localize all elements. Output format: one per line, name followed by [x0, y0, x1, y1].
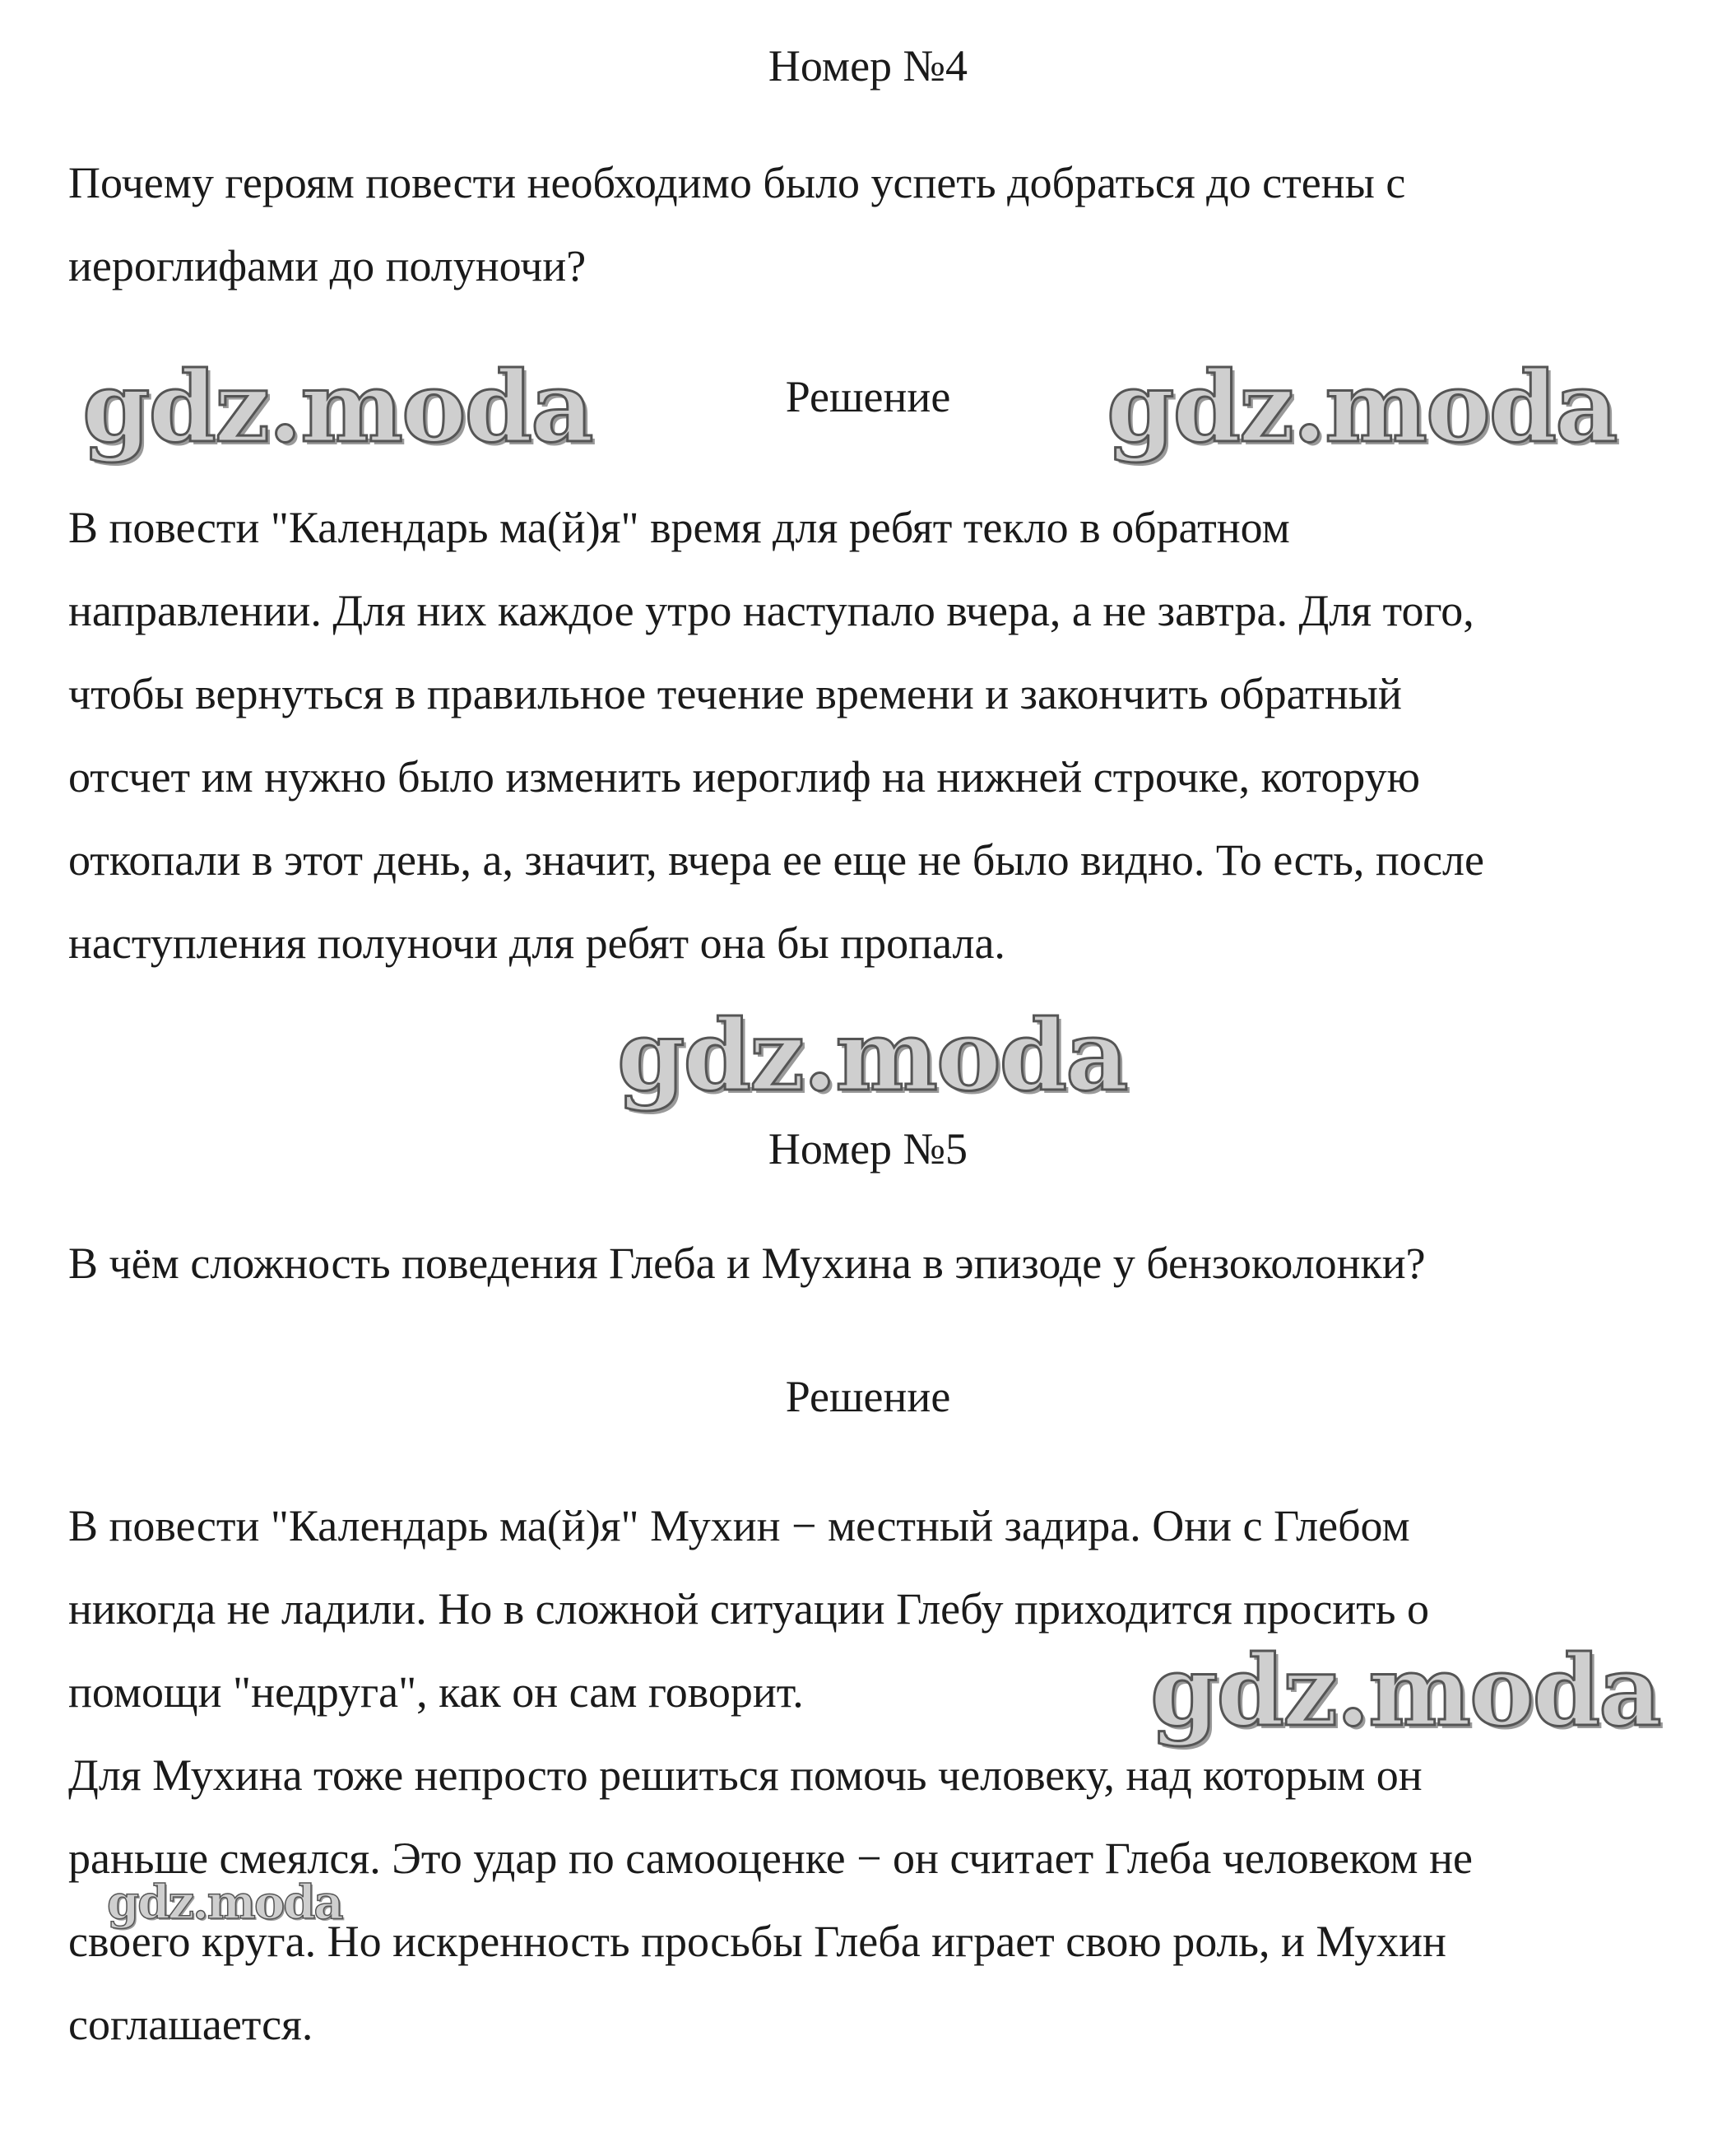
answer-line: откопали в этот день, а, значит, вчера ее еще не было видно. То есть, после	[68, 835, 1484, 885]
answer-line: соглашается.	[68, 2000, 313, 2049]
watermark: gdz.moda	[82, 350, 592, 464]
watermark: gdz.moda	[1107, 350, 1617, 464]
answer-line: В повести "Календарь ма(й)я" время для ребят текло в обратном	[68, 503, 1290, 552]
watermark: gdz.moda	[617, 998, 1127, 1113]
answer-line: своего круга. Но искренность просьбы Глеба играет свою роль, и Мухин	[68, 1917, 1446, 1966]
question-line: В чём сложность поведения Глеба и Мухина в эпизоде у бензоколонки?	[68, 1239, 1426, 1288]
answer-line: чтобы вернуться в правильное течение времени и закончить обратный	[68, 669, 1402, 718]
answer-line: раньше смеялся. Это удар по самооценке − он считает Глеба человеком не	[68, 1834, 1473, 1883]
watermark: gdz.moda	[107, 1875, 342, 1930]
solution-label: Решение	[785, 372, 951, 421]
answer-line: Для Мухина тоже непросто решиться помочь человеку, над которым он	[68, 1750, 1423, 1800]
section-title: Номер №5	[768, 1124, 968, 1174]
answer-line: помощи "недруга", как он сам говорит.	[68, 1667, 804, 1717]
question-line: Почему героям повести необходимо было успеть добраться до стены с	[68, 158, 1406, 207]
answer-line: направлении. Для них каждое утро наступало вчера, а не завтра. Для того,	[68, 586, 1474, 635]
watermark: gdz.moda	[1150, 1634, 1660, 1748]
section-title: Номер №4	[768, 41, 968, 91]
solution-label: Решение	[785, 1372, 951, 1421]
answer-line: отсчет им нужно было изменить иероглиф на нижней строчке, которую	[68, 752, 1420, 802]
answer-line: никогда не ладили. Но в сложной ситуации Глебу приходится просить о	[68, 1584, 1430, 1634]
question-line: иероглифами до полуночи?	[68, 241, 587, 290]
answer-line: наступления полуночи для ребят она бы пропала.	[68, 918, 1005, 968]
answer-line: В повести "Календарь ма(й)я" Мухин − местный задира. Они с Глебом	[68, 1501, 1410, 1550]
